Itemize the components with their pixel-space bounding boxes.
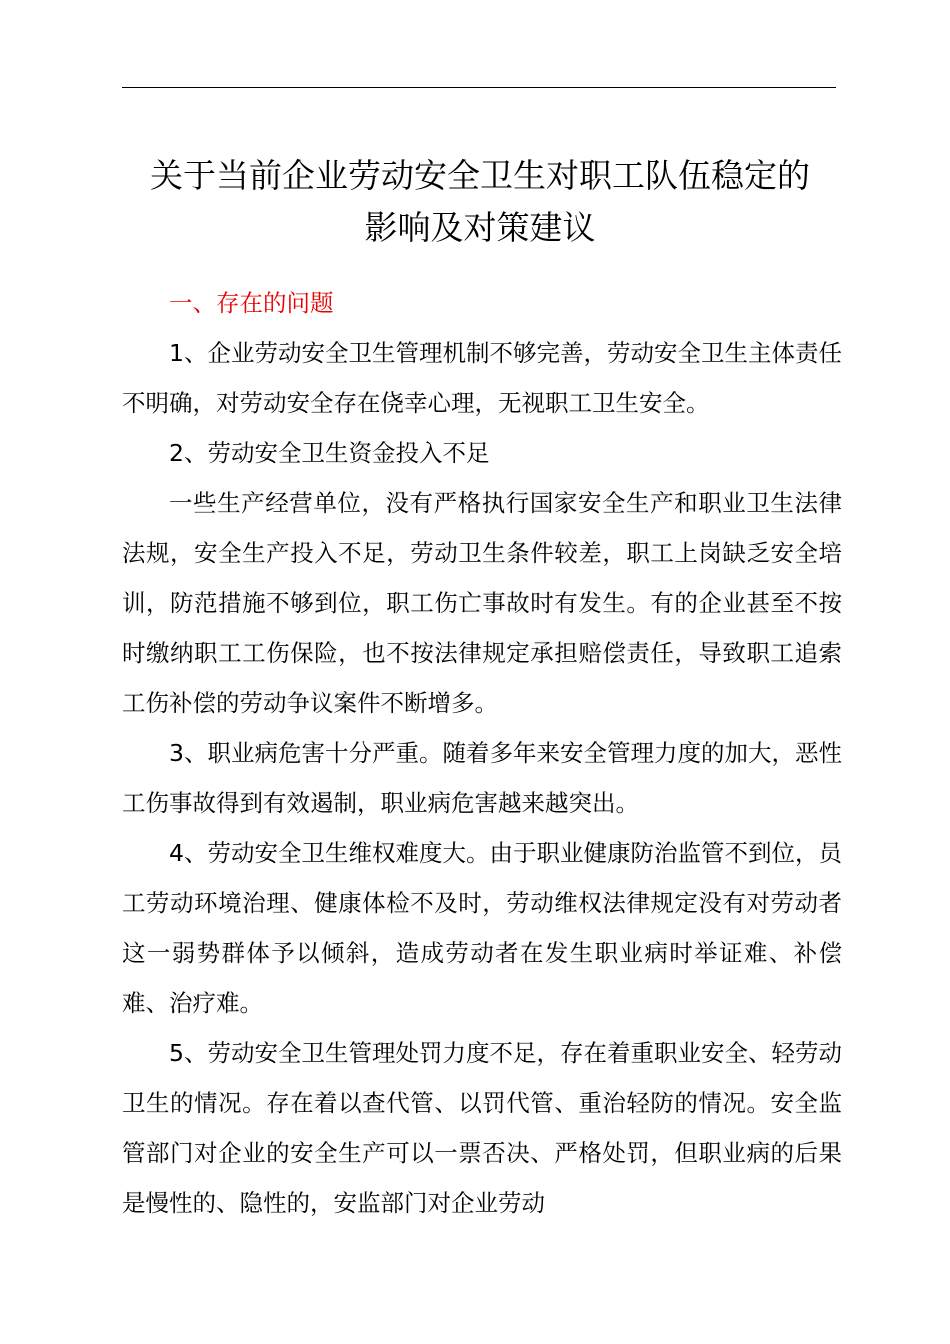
section-heading: 一、存在的问题: [169, 289, 334, 317]
paragraph-5: 4、劳动安全卫生维权难度大。由于职业健康防治监管不到位，员工劳动环境治理、健康体检不及时，劳动维权法律规定没有对劳动者这一弱势群体予以倾斜，造成劳动者在发生职业病时举证难、补偿难、治疗难。: [122, 839, 842, 1017]
paragraph-1: 1、企业劳动安全卫生管理机制不够完善，劳动安全卫生主体责任不明确，对劳动安全存在侥幸心理，无视职工卫生安全。: [122, 339, 842, 417]
paragraph-4: 3、职业病危害十分严重。随着多年来安全管理力度的加大，恶性工伤事故得到有效遏制，职业病危害越来越突出。: [122, 739, 842, 817]
title-line-2: 影响及对策建议: [364, 208, 596, 247]
document-title: [100, 150, 860, 254]
paragraph-6: 5、劳动安全卫生管理处罚力度不足，存在着重职业安全、轻劳动卫生的情况。存在着以查代管、以罚代管、重治轻防的情况。安全监管部门对企业的安全生产可以一票否决、严格处罚，但职业病的后果是慢性的、隐性的，安监部门对企业劳动: [122, 1039, 842, 1217]
header-rule: [122, 87, 836, 88]
paragraph-2: 2、劳动安全卫生资金投入不足: [169, 439, 490, 467]
paragraph-3: 一些生产经营单位，没有严格执行国家安全生产和职业卫生法律法规，安全生产投入不足，劳动卫生条件较差，职工上岗缺乏安全培训，防范措施不够到位，职工伤亡事故时有发生。有的企业甚至不按时缴纳职工工伤保险，也不按法律规定承担赔偿责任，导致职工追索工伤补偿的劳动争议案件不断增多。: [122, 489, 842, 717]
title-line-1: 关于当前企业劳动安全卫生对职工队伍稳定的: [150, 156, 810, 195]
document-body: [122, 278, 842, 1228]
